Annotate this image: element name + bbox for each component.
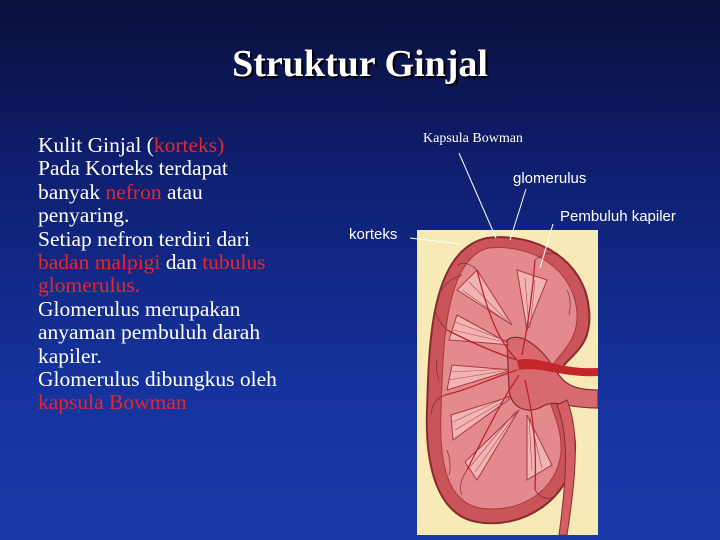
text-span: dan: [160, 250, 203, 275]
text-line-7: glomerulus.: [38, 273, 141, 298]
leader-kapsula-bowman: [459, 153, 496, 238]
leader-korteks: [410, 238, 460, 244]
text-span: banyak: [38, 179, 106, 204]
label-glomerulus: glomerulus: [513, 170, 587, 187]
text-line-4: penyaring.: [38, 203, 130, 228]
text-line-8: Glomerulus merupakan: [38, 296, 241, 321]
text-line-2: Pada Korteks terdapat: [38, 156, 228, 181]
highlight-tubulus: tubulus: [202, 250, 266, 275]
text-line-5: Setiap nefron terdiri dari: [38, 226, 250, 251]
highlight-badan-malpigi: badan malpigi: [38, 250, 161, 275]
leader-pembuluh-kapiler: [540, 224, 553, 268]
text-span: atau: [161, 179, 203, 204]
text-line-11: Glomerulus dibungkus oleh: [38, 367, 277, 392]
text-line-10: kapiler.: [38, 343, 102, 368]
slide-title: Struktur Ginjal: [232, 43, 488, 85]
leader-glomerulus: [510, 189, 526, 240]
text-line-12: kapsula Bowman: [38, 390, 187, 415]
label-pembuluh-kapiler: Pembuluh kapiler: [560, 208, 676, 225]
label-kapsula-bowman: Kapsula Bowman: [423, 131, 523, 146]
text-line-9: anyaman pembuluh darah: [38, 320, 261, 345]
highlight-korteks: korteks): [153, 133, 225, 157]
highlight-nefron: nefron: [105, 179, 162, 204]
text-span: Kulit Ginjal (: [38, 133, 154, 157]
label-korteks: korteks: [349, 226, 398, 243]
